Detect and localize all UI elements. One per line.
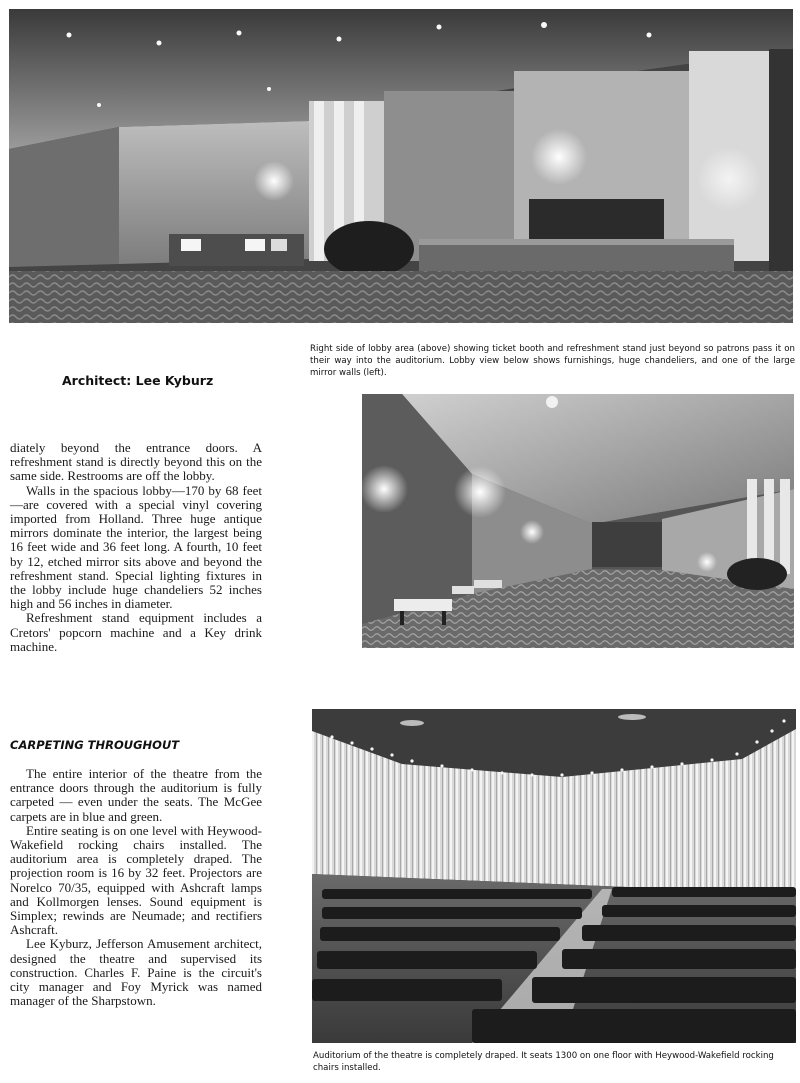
body-paragraph: Walls in the spacious lobby—170 by 68 feet—are covered with a special vinyl covering imported from Holland. Three huge antique mirrors dominate the interior, the largest being 16 feet wide and 36 feet long. A fourth, 10 feet by 12, etched mirror sits above and beyond the refreshment stand. Special lighting fixtures in the lobby include huge chandeliers 52 inches high and 56 inches in diameter.	[10, 482, 262, 612]
body-paragraph: The entire interior of the theatre from the entrance doors through the auditorium is fully carpeted — even under the seats. The McGee carpets are in blue and green.	[10, 766, 262, 824]
lobby-right-caption: Right side of lobby area (above) showing ticket booth and refreshment stand just beyond so patrons pass it on their way into the auditorium. Lobby view below shows furnishings, huge chandeliers, and one of the large mirror walls (left).	[310, 344, 795, 378]
body-paragraph: Refreshment stand equipment includes a Cretors' popcorn machine and a Key drink machine.	[10, 610, 262, 654]
body-paragraph: Lee Kyburz, Jefferson Amusement architect, designed the theatre and supervised its construction. Charles F. Paine is the circuit's city manager and Foy Myrick was named manager of the Sharpstown.	[10, 936, 262, 1009]
body-paragraph: diately beyond the entrance doors. A refreshment stand is directly beyond this on the same side. Restrooms are off the lobby.	[10, 440, 262, 484]
auditorium-photo	[312, 709, 796, 1043]
section-heading: CARPETING THROUGHOUT	[10, 738, 180, 752]
body-paragraph: Entire seating is on one level with Heywood-Wakefield rocking chairs installed. The auditorium area is completely draped. The projection room is 16 by 32 feet. Projectors are Norelco 70/35, equipped with Ashcraft lamps and Kollmorgen lenses. Sound equipment is Simplex; rewinds are Neumade; and rectifiers Ashcraft.	[10, 822, 262, 938]
lobby-view-photo	[362, 394, 794, 648]
auditorium-caption: Auditorium of the theatre is completely draped. It seats 1300 on one floor with Heywood-Wakefield rocking chairs installed.	[313, 1051, 774, 1073]
architect-credit: Architect: Lee Kyburz	[62, 373, 214, 388]
body-column-top	[10, 441, 262, 654]
lobby-right-photo	[9, 9, 793, 323]
body-column-bottom	[10, 767, 262, 1008]
